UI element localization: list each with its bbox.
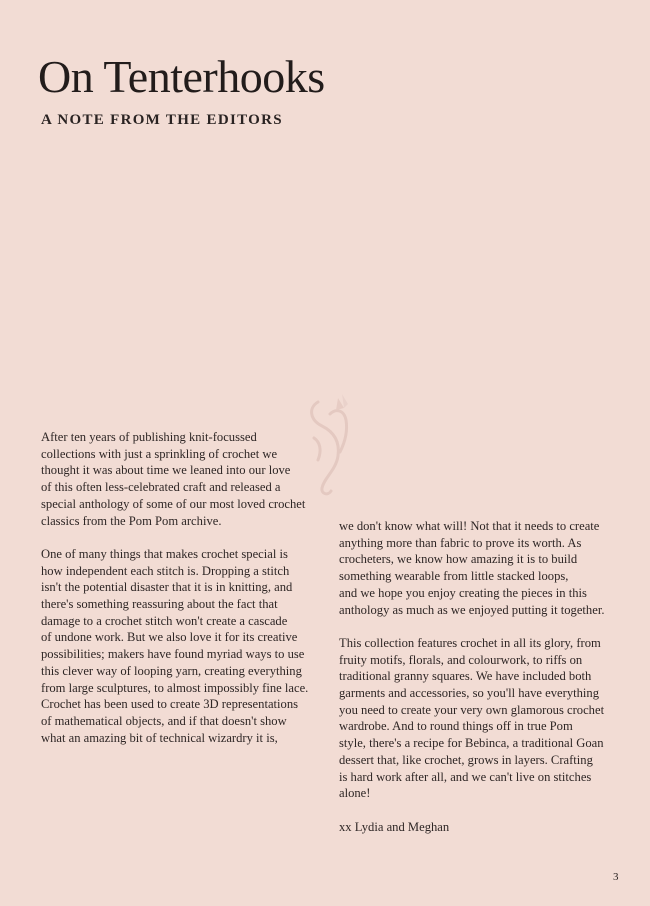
text-line: fruity motifs, florals, and colourwork, to riffs on: [339, 652, 583, 667]
text-line: something wearable from little stacked loops,: [339, 569, 569, 584]
text-line: anthology as much as we enjoyed putting it together.: [339, 602, 605, 617]
text-line: This collection features crochet in all its glory, from: [339, 635, 601, 650]
text-line: isn't the potential disaster that it is in knitting, and: [41, 580, 293, 595]
paragraph-crochet-special: [41, 546, 331, 746]
paragraph-intro: [41, 429, 331, 529]
text-line: this clever way of looping yarn, creating everything: [41, 663, 302, 678]
text-line: garments and accessories, so you'll have everything: [339, 686, 600, 701]
text-line: After ten years of publishing knit-focussed: [41, 430, 257, 444]
text-line: what an amazing bit of technical wizardry it is,: [41, 730, 278, 745]
text-line: how independent each stitch is. Dropping a stitch: [41, 563, 290, 578]
text-line: collections with just a sprinkling of crochet we: [41, 446, 278, 461]
text-line: special anthology of some of our most loved crochet: [41, 496, 306, 511]
text-line: of mathematical objects, and if that doesn't show: [41, 713, 287, 728]
right-text-column: [339, 518, 629, 835]
text-line: from large sculptures, to almost impossibly fine lace.: [41, 680, 309, 695]
text-line: damage to a crochet stitch won't create a cascade: [41, 613, 288, 628]
text-line: One of many things that makes crochet special is: [41, 546, 288, 561]
page-title: On Tenterhooks: [38, 51, 325, 102]
text-line: style, there's a recipe for Bebinca, a traditional Goan: [339, 736, 604, 751]
text-line: is hard work after all, and we can't live on stitches: [339, 769, 592, 784]
text-line: of undone work. But we also love it for its creative: [41, 630, 298, 645]
text-line: thought it was about time we leaned into our love: [41, 463, 291, 478]
page-subtitle: A NOTE FROM THE EDITORS: [41, 112, 283, 128]
text-line: traditional granny squares. We have included both: [339, 669, 592, 684]
text-line: there's something reassuring about the fact that: [41, 597, 278, 612]
paragraph-collection: [339, 635, 629, 802]
text-line: possibilities; makers have found myriad ways to use: [41, 647, 305, 662]
text-line: wardrobe. And to round things off in true Pom: [339, 719, 573, 734]
text-line: and we hope you enjoy creating the pieces in this: [339, 585, 587, 600]
text-line: alone!: [339, 786, 371, 801]
text-line: of this often less-celebrated craft and released a: [41, 480, 281, 495]
text-line: you need to create your very own glamorous crochet: [339, 702, 605, 717]
text-line: Crochet has been used to create 3D representations: [41, 697, 299, 712]
left-text-column: [41, 429, 331, 763]
text-line: dessert that, like crochet, grows in layers. Crafting: [339, 752, 593, 767]
text-line: we don't know what will! Not that it needs to create: [339, 519, 600, 533]
text-line: classics from the Pom Pom archive.: [41, 513, 222, 528]
page-number: 3: [613, 871, 619, 883]
text-line: crocheters, we know how amazing it is to build: [339, 552, 578, 567]
text-line: anything more than fabric to prove its worth. As: [339, 535, 582, 550]
paragraph-continuation: [339, 518, 629, 618]
editors-signoff: xx Lydia and Meghan: [339, 819, 450, 834]
